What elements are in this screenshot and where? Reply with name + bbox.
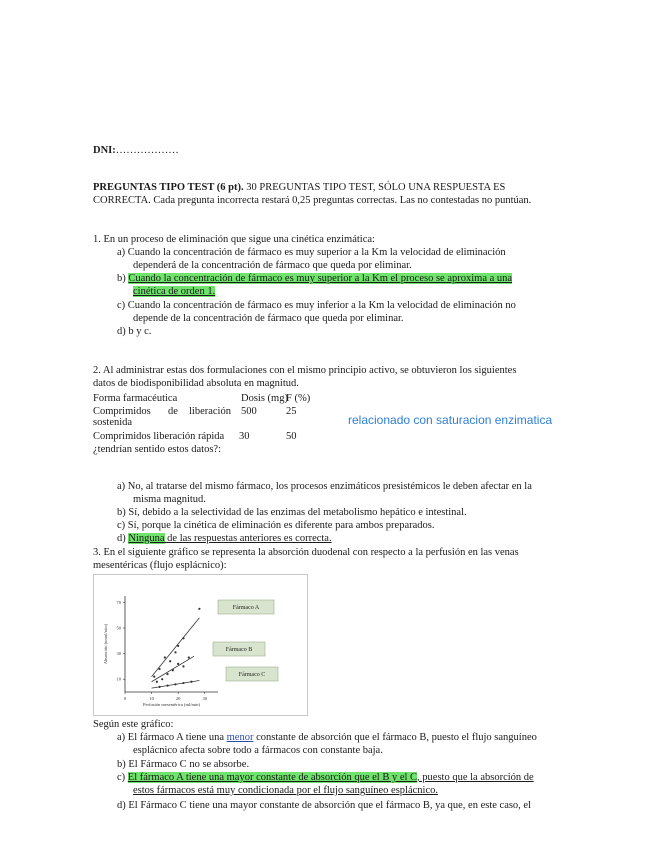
q2-option-d-prefix: d) bbox=[117, 533, 129, 544]
intro-line-1-rest: 30 PREGUNTAS TIPO TEST, SÓLO UNA RESPUESTA ES bbox=[246, 182, 506, 193]
q3-option-a-p1: a) El fármaco A tiene una bbox=[117, 732, 227, 743]
q2-option-c: c) Sí, porque la cinética de eliminación es diferente para ambos preparados. bbox=[117, 520, 435, 531]
q3-option-a-line2: esplácnico afecta sobre todo a fármacos con constante baja. bbox=[133, 745, 383, 756]
q2-option-b: b) Sí, debido a la selectividad de las enzimas del metabolismo hepático e intestinal. bbox=[117, 507, 467, 518]
q2-row1-name-1c: liberación bbox=[189, 406, 231, 417]
q2-option-a-line2: misma magnitud. bbox=[133, 494, 206, 505]
series-a-point bbox=[169, 660, 171, 662]
q2-row1-f: 25 bbox=[286, 406, 297, 417]
q3-stem-1: 3. En el siguiente gráfico se representa la absorción duodenal con respecto a la perfusión en las venas bbox=[93, 547, 519, 558]
q1-option-b-line1 bbox=[117, 272, 512, 285]
x-tick-label: 30 bbox=[202, 696, 207, 701]
q2-option-a-line1: a) No, al tratarse del mismo fármaco, los procesos enzimáticos presistémicos le deben afectar en la bbox=[117, 481, 532, 492]
q3-option-b: b) El Fármaco C no se absorbe. bbox=[117, 759, 250, 770]
q3-option-c-line2 bbox=[133, 784, 438, 797]
x-tick-label: 20 bbox=[175, 696, 181, 701]
series-a-point bbox=[153, 676, 155, 678]
q3-option-d: d) El Fármaco C tiene una mayor constante de absorción que el fármaco B, ya que, en este caso, el bbox=[117, 800, 532, 811]
q2-table-header-form: Forma farmacéutica bbox=[93, 393, 178, 404]
q1-option-b-highlight: Cuando la concentración de fármaco es muy superior a la Km el proceso se aproxima a una bbox=[128, 273, 513, 284]
series-a-point bbox=[198, 608, 200, 610]
series-b-point bbox=[161, 678, 163, 680]
series-a-point bbox=[174, 651, 176, 653]
q1-option-b-line2 bbox=[133, 285, 215, 298]
series-b-point bbox=[177, 663, 179, 665]
q3-option-c-highlight: El fármaco A tiene una mayor constante de absorción que el B y el C bbox=[127, 772, 418, 783]
q2-table-header-dose: Dosis (mg) bbox=[241, 393, 288, 404]
q1-option-d: d) b y c. bbox=[117, 326, 152, 337]
q3-option-a-line1 bbox=[117, 731, 537, 744]
x-tick-label: 0 bbox=[123, 696, 127, 701]
series-c-legend-label: Fármaco C bbox=[238, 672, 266, 678]
q1-option-a-line2: dependerá de la concentración de fármaco que queda por eliminar. bbox=[133, 260, 412, 271]
intro-line-1 bbox=[93, 181, 505, 194]
handwritten-note: relacionado con saturacion enzimatica bbox=[348, 413, 553, 427]
q2-question: ¿tendrían sentido estos datos?: bbox=[93, 444, 222, 455]
q1-option-c-line1: c) Cuando la concentración de fármaco es muy inferior a la Km la velocidad de eliminación no bbox=[117, 300, 516, 311]
dni-field bbox=[93, 144, 179, 157]
q1-option-b-highlight-2: cinética de orden 1. bbox=[133, 286, 216, 297]
q2-row2-f: 50 bbox=[286, 431, 297, 442]
y-tick-label: 70 bbox=[116, 599, 121, 605]
chart-frame bbox=[94, 575, 308, 716]
q3-option-c-line2-text: estos fármacos está muy condicionada por el flujo sanguíneo esplácnico. bbox=[133, 785, 438, 796]
q2-table-header-f: F (%) bbox=[286, 393, 311, 404]
x-axis-label: Perfusión mesentérica (ml/min) bbox=[143, 702, 200, 707]
q1-option-a-line1: a) Cuando la concentración de fármaco es muy superior a la Km la velocidad de eliminación bbox=[117, 247, 506, 258]
q3-option-a-p2: constante de absorción que el fármaco B, puesto el flujo sanguíneo bbox=[253, 732, 537, 743]
q3-after-chart: Según este gráfico: bbox=[93, 719, 174, 730]
x-tick-label: 10 bbox=[149, 696, 154, 701]
series-b-point bbox=[166, 673, 168, 675]
y-tick-label: 10 bbox=[116, 676, 121, 682]
q3-stem-2: mesentéricas (flujo esplácnico): bbox=[93, 560, 227, 571]
q2-row1-name-2: sostenida bbox=[93, 417, 133, 428]
series-b-point bbox=[156, 681, 158, 683]
q1-option-c-line2: depende de la concentración de fármaco que queda por eliminar. bbox=[133, 313, 404, 324]
dni-label: DNI: bbox=[93, 145, 116, 156]
q2-row1-dose: 500 bbox=[241, 406, 257, 417]
q2-row1-name-1b: de bbox=[168, 406, 178, 417]
series-b-point bbox=[182, 665, 184, 667]
q1-option-b-prefix: b) bbox=[117, 273, 129, 284]
q2-row2-dose: 30 bbox=[239, 431, 250, 442]
absorption-chart bbox=[93, 574, 308, 716]
intro-title: PREGUNTAS TIPO TEST (6 pt). bbox=[93, 182, 244, 193]
q2-option-d-rest: de las respuestas anteriores es correcta. bbox=[164, 533, 332, 544]
intro-line-2: CORRECTA. Cada pregunta incorrecta restará 0,25 preguntas correctas. Las no contestadas no puntúan. bbox=[93, 195, 532, 206]
series-b-point bbox=[188, 656, 190, 658]
q3-option-c-prefix: c) bbox=[117, 772, 128, 783]
q1-stem: 1. En un proceso de eliminación que sigue una cinética enzimática: bbox=[93, 234, 375, 245]
series-a-legend-label: Fármaco A bbox=[232, 605, 260, 611]
y-tick-label: 30 bbox=[116, 651, 121, 657]
y-axis-label: Absorción (nmol/min) bbox=[103, 623, 108, 665]
series-b-legend-label: Fármaco B bbox=[225, 647, 253, 653]
q3-option-c-line1 bbox=[117, 771, 534, 784]
series-a-point bbox=[164, 656, 166, 658]
q3-option-a-mark: menor bbox=[226, 732, 254, 743]
q2-row2-name: Comprimidos liberación rápida bbox=[93, 431, 225, 442]
dni-dots: ……………… bbox=[115, 145, 179, 156]
q3-option-c-rest: , puesto que la absorción de bbox=[417, 772, 534, 783]
q2-stem-2: datos de biodisponibilidad absoluta en magnitud. bbox=[93, 378, 299, 389]
q2-stem-1: 2. Al administrar estas dos formulaciones con el mismo principio activo, se obtuvieron los siguientes bbox=[93, 365, 517, 376]
q2-option-d-highlight: Ninguna bbox=[128, 533, 165, 544]
q2-option-d bbox=[117, 532, 332, 545]
y-tick-label: 50 bbox=[116, 625, 121, 631]
q2-row1-name-1: Comprimidos bbox=[93, 406, 151, 417]
